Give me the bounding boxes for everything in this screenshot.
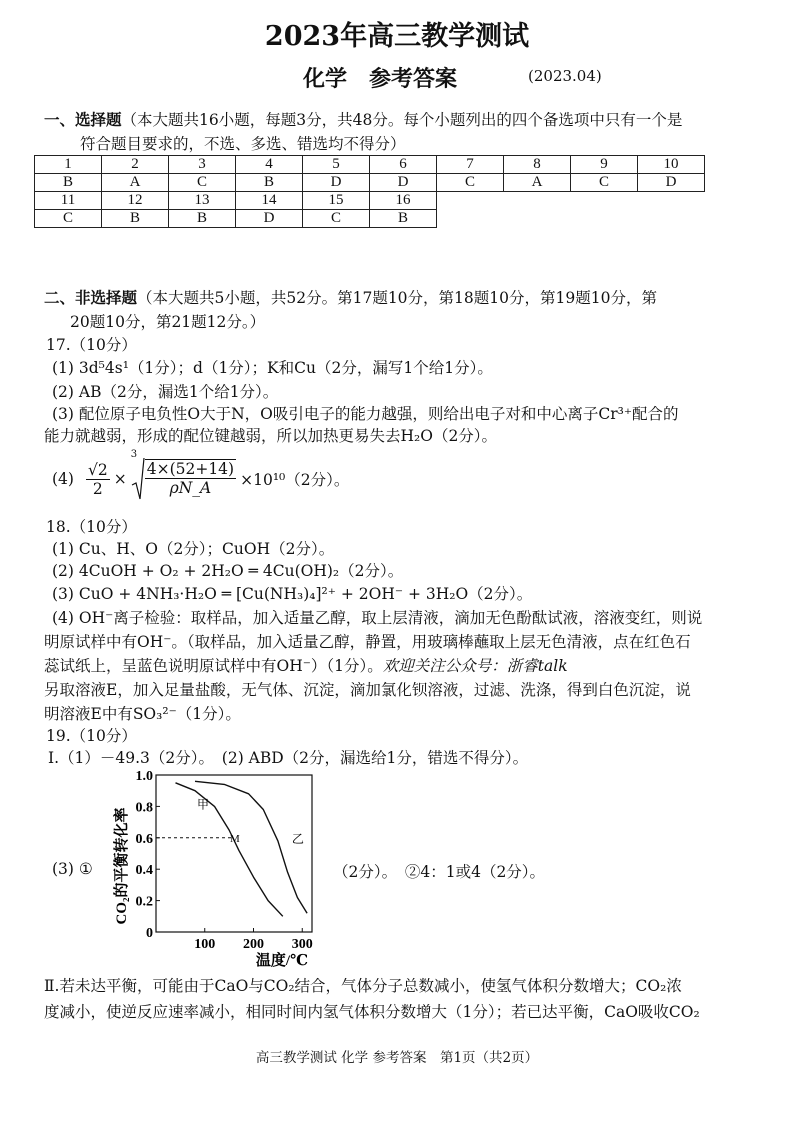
chart-ticks <box>136 769 313 952</box>
q17-p3a: (3) 配位原子电负性O大于N，O吸引电子的能力越强，则给出电子对和中心离子Cr³⁺配合的 <box>52 405 679 423</box>
table-cell: C <box>571 174 638 192</box>
table-cell: 3 <box>169 156 236 174</box>
y-tick-label: 0.4 <box>135 863 153 879</box>
page-title: 2023年高三教学测试 <box>264 21 530 52</box>
q17-p4 <box>52 449 350 503</box>
empty-cell <box>504 210 571 228</box>
section1-desc2: 符合题目要求的，不选、多选、错选均不得分） <box>80 135 406 153</box>
table-cell: 10 <box>638 156 705 174</box>
empty-cell <box>437 192 504 210</box>
x-tick-label: 200 <box>243 937 264 952</box>
q17-p3b: 能力就越弱，形成的配位键越弱，所以加热更易失去H₂O（2分）。 <box>44 427 498 445</box>
q17-p1: (1) 3d⁵4s¹（1分）；d（1分）；K和Cu（2分，漏写1个给1分）。 <box>52 359 493 377</box>
fraction <box>145 459 236 497</box>
q18-p4c: 蕊试纸上，呈蓝色说明原试样中有OH⁻）（1分）。 <box>44 657 383 675</box>
table-cell: 13 <box>169 192 236 210</box>
q17-head: 17.（10分） <box>46 336 137 354</box>
q19-p2b: 度减小，使逆反应速率减小，相同时间内氢气体积分数增大（1分）；若已达平衡，CaO吸收CO₂ <box>44 1003 700 1021</box>
series-label: 甲 <box>197 797 210 812</box>
conversion-chart <box>104 766 320 970</box>
table-cell: C <box>35 210 102 228</box>
section2-desc1: （本大题共5小题，共52分。第17题10分，第18题10分，第19题10分，第 <box>137 289 657 307</box>
root-index: 3 <box>130 449 138 460</box>
section2-heading: 二、非选择题 <box>44 288 138 307</box>
section2-header <box>44 286 657 308</box>
table-cell: 1 <box>35 156 102 174</box>
table-cell: C <box>437 174 504 192</box>
times-sign: × <box>113 470 127 488</box>
q19-p3-label: (3) ① <box>52 860 93 878</box>
table-cell: 2 <box>102 156 169 174</box>
empty-cell <box>504 192 571 210</box>
table-cell: 5 <box>303 156 370 174</box>
section2-desc2: 20题10分，第21题12分。） <box>70 313 266 331</box>
table-cell: B <box>236 174 303 192</box>
y-tick-label: 1.0 <box>135 769 153 784</box>
table-cell: D <box>303 174 370 192</box>
cube-root <box>130 449 236 501</box>
table-cell: B <box>35 174 102 192</box>
q18-p4c-line <box>44 654 568 676</box>
q17-p4-tail: ×10¹⁰（2分）。 <box>240 471 350 489</box>
fraction-denominator: 2 <box>92 479 103 498</box>
fraction <box>86 461 110 498</box>
section1-desc1: （本大题共16小题，每题3分，共48分。每个小题列出的四个备选项中只有一个是 <box>121 111 683 129</box>
table-cell: B <box>370 210 437 228</box>
q18-p3: (3) CuO + 4NH₃·H₂O ═ [Cu(NH₃)₄]²⁺ + 2OH⁻ + 3H₂O（2分）。 <box>52 585 533 603</box>
series-line-yi <box>195 781 307 913</box>
answer-table <box>34 155 705 228</box>
q18-p4d: 另取溶液E，加入足量盐酸，无气体、沉淀，滴加氯化钡溶液，过滤、洗涤，得到白色沉淀，说 <box>44 681 691 699</box>
q17-p4-label: (4) <box>52 470 74 488</box>
table-cell: A <box>102 174 169 192</box>
y-tick-label: 0.6 <box>135 831 153 847</box>
radical-sign-icon <box>131 457 145 501</box>
y-tick-label: 0.8 <box>135 800 153 816</box>
table-cell: 4 <box>236 156 303 174</box>
watermark-text: 欢迎关注公众号：浙睿talk <box>382 657 568 675</box>
section1-header <box>44 108 682 130</box>
q18-p4b: 明原试样中有OH⁻。（取样品，加入适量乙醇，静置，用玻璃棒蘸取上层无色清液，点在红色石 <box>44 633 691 651</box>
table-cell: 9 <box>571 156 638 174</box>
table-cell: 12 <box>102 192 169 210</box>
q19-p3-mid: （2分）。 ②4：1或4（2分）。 <box>333 863 546 881</box>
series-line-jia <box>176 783 283 917</box>
q18-p1: (1) Cu、H、O（2分）；CuOH（2分）。 <box>52 540 335 558</box>
table-cell: 7 <box>437 156 504 174</box>
chart-series <box>156 781 307 916</box>
date: (2023.04) <box>528 67 602 85</box>
empty-cell <box>571 192 638 210</box>
x-tick-label: 100 <box>194 937 216 952</box>
x-axis-label: 温度/℃ <box>255 953 309 969</box>
table-cell: D <box>236 210 303 228</box>
empty-cell <box>638 210 705 228</box>
table-cell: 16 <box>370 192 437 210</box>
section1-heading: 一、选择题 <box>44 110 122 129</box>
fraction-numerator: √2 <box>87 460 108 479</box>
q18-head: 18.（10分） <box>46 518 137 536</box>
empty-cell <box>638 192 705 210</box>
q19-head: 19.（10分） <box>46 727 137 745</box>
table-cell: B <box>169 210 236 228</box>
table-cell: B <box>102 210 169 228</box>
empty-cell <box>437 210 504 228</box>
chart-axes <box>156 775 312 932</box>
q18-p4e: 明溶液E中有SO₃²⁻（1分）。 <box>44 705 241 723</box>
q19-p1: Ⅰ.（1）－49.3（2分）。 (2) ABD（2分，漏选给1分，错选不得分）。 <box>48 749 529 767</box>
table-cell: 8 <box>504 156 571 174</box>
plot-frame <box>156 775 312 932</box>
q18-p2: (2) 4CuOH + O₂ + 2H₂O ═ 4Cu(OH)₂（2分）。 <box>52 562 404 580</box>
table-cell: A <box>504 174 571 192</box>
page-footer: 高三教学测试 化学 参考答案 第1页（共2页） <box>255 1050 539 1066</box>
table-row <box>35 156 705 174</box>
table-cell: 11 <box>35 192 102 210</box>
table-cell: C <box>169 174 236 192</box>
fraction-numerator: 4×(52+14) <box>146 460 235 478</box>
y-axis-label: CO₂的平衡转化率 <box>114 807 130 925</box>
q17-p2: (2) AB（2分，漏选1个给1分）。 <box>52 383 279 401</box>
y-tick-label: 0 <box>146 926 153 941</box>
empty-cell <box>571 210 638 228</box>
table-cell: 6 <box>370 156 437 174</box>
series-label: 乙 <box>291 831 304 846</box>
table-cell: D <box>638 174 705 192</box>
table-row <box>35 192 705 210</box>
table-cell: 15 <box>303 192 370 210</box>
table-cell: C <box>303 210 370 228</box>
point-label: M <box>230 832 240 845</box>
y-tick-label: 0.2 <box>135 894 153 910</box>
table-row <box>35 174 705 192</box>
table-cell: D <box>370 174 437 192</box>
table-cell: 14 <box>236 192 303 210</box>
q19-p2a: Ⅱ.若未达平衡，可能由于CaO与CO₂结合，气体分子总数减小，使氢气体积分数增大；CO₂浓 <box>44 977 682 995</box>
table-row <box>35 210 705 228</box>
q18-p4a: (4) OH⁻离子检验：取样品，加入适量乙醇，取上层清液，滴加无色酚酞试液，溶液变红，则说 <box>52 609 703 627</box>
fraction-denominator: ρN_A <box>169 479 212 497</box>
subtitle: 化学 参考答案 <box>303 66 458 92</box>
x-tick-label: 300 <box>291 937 313 952</box>
